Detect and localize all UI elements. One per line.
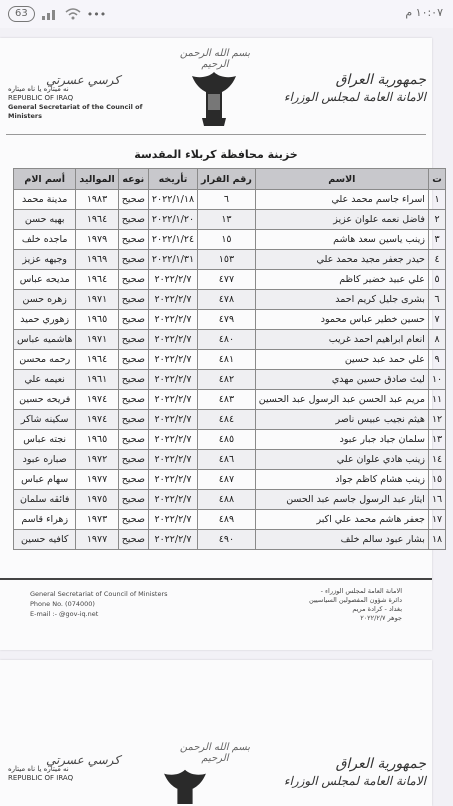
table-cell: ٢٠٢٢/٢/٧ bbox=[148, 390, 197, 410]
footer-english bbox=[30, 589, 168, 619]
header-en-line: REPUBLIC OF IRAQ bbox=[8, 94, 74, 102]
footer-en-line: E-mail :- @gov-iq.net bbox=[30, 610, 99, 618]
header-english bbox=[8, 753, 158, 783]
table-cell: ٤٧٩ bbox=[198, 310, 256, 330]
table-cell: ٢٠٢٢/١/١٨ bbox=[148, 190, 197, 210]
table-cell: ٧ bbox=[428, 310, 445, 330]
table-cell: ٤٨٣ bbox=[198, 390, 256, 410]
table-cell: زهره حسن bbox=[14, 290, 76, 310]
table-cell: فريحه حسين bbox=[14, 390, 76, 410]
table-cell: صحيح bbox=[118, 390, 148, 410]
table-row bbox=[14, 490, 446, 510]
table-cell: ٢٠٢٢/٢/٧ bbox=[148, 270, 197, 290]
table-cell: مديحه عباس bbox=[14, 270, 76, 290]
iraq-eagle-emblem-icon bbox=[188, 68, 240, 130]
more-icon: ••• bbox=[86, 7, 107, 21]
basmala: بسم الله الرحمن الرحيم bbox=[179, 48, 251, 70]
table-cell: ٢٠٢٢/٢/٧ bbox=[148, 490, 197, 510]
table-cell: زهوري حميد bbox=[14, 310, 76, 330]
table-cell: ١٨ bbox=[428, 530, 445, 550]
header-kurdish-script: كرسي عسرتي bbox=[45, 73, 121, 87]
table-cell: اسراء جاسم محمد علي bbox=[255, 190, 428, 210]
table-cell: ١٥ bbox=[428, 470, 445, 490]
table-cell: صحيح bbox=[118, 530, 148, 550]
table-cell: ٤٨٧ bbox=[198, 470, 256, 490]
table-cell: ٤٨١ bbox=[198, 350, 256, 370]
table-body bbox=[14, 190, 446, 550]
table-cell: ١٩٧٤ bbox=[76, 390, 118, 410]
table-cell: ٤٨٩ bbox=[198, 510, 256, 530]
table-cell: علي عبيد خضير كاظم bbox=[255, 270, 428, 290]
table-cell: صحيح bbox=[118, 210, 148, 230]
table-row bbox=[14, 350, 446, 370]
table-cell: ٥ bbox=[428, 270, 445, 290]
table-cell: ٢٠٢٢/٢/٧ bbox=[148, 370, 197, 390]
table-cell: زينب ياسين سعد هاشم bbox=[255, 230, 428, 250]
header-en-line: REPUBLIC OF IRAQ bbox=[8, 774, 74, 782]
table-row bbox=[14, 290, 446, 310]
table-cell: ٤٨٠ bbox=[198, 330, 256, 350]
table-cell: ١٩٧٢ bbox=[76, 450, 118, 470]
table-cell: صحيح bbox=[118, 250, 148, 270]
column-header: تأريخه bbox=[148, 169, 197, 190]
basmala: بسم الله الرحمن الرحيم bbox=[179, 742, 251, 764]
table-cell: صحيح bbox=[118, 230, 148, 250]
signal-icon bbox=[41, 8, 59, 20]
table-cell: صحيح bbox=[118, 450, 148, 470]
table-cell: ٦ bbox=[428, 290, 445, 310]
table-cell: صحيح bbox=[118, 270, 148, 290]
table-cell: ايثار عبد الرسول جاسم عبد الحسن bbox=[255, 490, 428, 510]
document-page-2 bbox=[0, 660, 432, 806]
table-cell: ٣ bbox=[428, 230, 445, 250]
table-cell: هاشميه عباس bbox=[14, 330, 76, 350]
table-cell: ٢٠٢٢/٢/٧ bbox=[148, 350, 197, 370]
table-cell: ٢٠٢٢/٢/٧ bbox=[148, 510, 197, 530]
table-cell: بهيه حسن bbox=[14, 210, 76, 230]
table-cell: علي حمد عبد حسين bbox=[255, 350, 428, 370]
column-header: رقم القرار bbox=[198, 169, 256, 190]
table-cell: سلمان جياد جبار عبود bbox=[255, 430, 428, 450]
table-cell: ١٩٦٤ bbox=[76, 270, 118, 290]
table-cell: ١٣ bbox=[198, 210, 256, 230]
table-row bbox=[14, 510, 446, 530]
table-cell: بشرى جليل كريم احمد bbox=[255, 290, 428, 310]
table-cell: ماجده خلف bbox=[14, 230, 76, 250]
table-header-row bbox=[14, 169, 446, 190]
header-arabic bbox=[276, 72, 426, 104]
table-cell: ١٣ bbox=[428, 430, 445, 450]
table-cell: نعيمه علي bbox=[14, 370, 76, 390]
header-ar-line: الامانة العامة لمجلس الوزراء bbox=[283, 774, 426, 788]
table-cell: صحيح bbox=[118, 490, 148, 510]
table-cell: وجيهه عزيز bbox=[14, 250, 76, 270]
table-cell: ٤٧٧ bbox=[198, 270, 256, 290]
table-cell: ١٥٣ bbox=[198, 250, 256, 270]
table-cell: ٤٧٨ bbox=[198, 290, 256, 310]
table-cell: ١٩٧٣ bbox=[76, 510, 118, 530]
table-cell: ٤٩٠ bbox=[198, 530, 256, 550]
table-cell: حيدر جعفر مجيد محمد علي bbox=[255, 250, 428, 270]
header-arabic bbox=[276, 756, 426, 788]
table-row bbox=[14, 470, 446, 490]
table-cell: ٢٠٢٢/١/٢٠ bbox=[148, 210, 197, 230]
table-row bbox=[14, 410, 446, 430]
header-en-line: نه ميتاره يا ناه ميتاره bbox=[8, 765, 69, 773]
header-english bbox=[8, 73, 158, 121]
table-row bbox=[14, 370, 446, 390]
wifi-icon bbox=[65, 8, 81, 20]
table-cell: ٤٨٦ bbox=[198, 450, 256, 470]
table-cell: زهراء قاسم bbox=[14, 510, 76, 530]
table-row bbox=[14, 210, 446, 230]
table-cell: صحيح bbox=[118, 370, 148, 390]
table-cell: ١٩٧٥ bbox=[76, 490, 118, 510]
table-cell: ١٩٧٧ bbox=[76, 470, 118, 490]
document-title: خزينة محافظة كربلاء المقدسة bbox=[134, 148, 298, 161]
table-cell: صحيح bbox=[118, 430, 148, 450]
footer-ar-line: بغداد - كرادة مريم bbox=[352, 605, 402, 613]
table-row bbox=[14, 310, 446, 330]
table-cell: ٢٠٢٢/٢/٧ bbox=[148, 430, 197, 450]
footer-en-line: Phone No. (074000) bbox=[30, 600, 95, 608]
table-row bbox=[14, 250, 446, 270]
table-cell: صحيح bbox=[118, 410, 148, 430]
table-cell: ٤ bbox=[428, 250, 445, 270]
table-cell: ١٧ bbox=[428, 510, 445, 530]
table-cell: ليث صادق حسين مهدي bbox=[255, 370, 428, 390]
table-cell: ١٩٧١ bbox=[76, 290, 118, 310]
table-cell: هيثم نجيب عبيس ناصر bbox=[255, 410, 428, 430]
footer-divider bbox=[0, 578, 432, 580]
table-row bbox=[14, 330, 446, 350]
table-cell: ٢٠٢٢/٢/٧ bbox=[148, 410, 197, 430]
header-ar-line: الامانة العامة لمجلس الوزراء bbox=[283, 90, 426, 104]
table-cell: كافيه حسين bbox=[14, 530, 76, 550]
table-cell: صحيح bbox=[118, 310, 148, 330]
table-row bbox=[14, 270, 446, 290]
table-cell: ١١ bbox=[428, 390, 445, 410]
table-cell: ٢٠٢٢/٢/٧ bbox=[148, 450, 197, 470]
document-header bbox=[0, 38, 432, 130]
table-cell: ٤٨٥ bbox=[198, 430, 256, 450]
table-cell: ١٩٧٧ bbox=[76, 530, 118, 550]
status-bar bbox=[0, 0, 453, 28]
table-cell: ١٦ bbox=[428, 490, 445, 510]
table-row bbox=[14, 190, 446, 210]
iraq-eagle-emblem-icon bbox=[160, 766, 210, 804]
status-left bbox=[8, 6, 106, 22]
table-cell: ٢٠٢٢/١/٣١ bbox=[148, 250, 197, 270]
header-divider bbox=[6, 134, 426, 135]
table-cell: ٢٠٢٢/٢/٧ bbox=[148, 290, 197, 310]
table-cell: ٢ bbox=[428, 210, 445, 230]
table-cell: ٤٨٢ bbox=[198, 370, 256, 390]
table-cell: ١٩٧١ bbox=[76, 330, 118, 350]
table-cell: ٤٨٨ bbox=[198, 490, 256, 510]
table-row bbox=[14, 230, 446, 250]
table-row bbox=[14, 450, 446, 470]
header-en-line: نه ميتاره يا ناه ميتاره bbox=[8, 85, 69, 93]
table-cell: ٢٠٢٢/٢/٧ bbox=[148, 330, 197, 350]
header-en-line: General Secretariat of the Council of Ministers bbox=[8, 103, 143, 120]
column-header: ت bbox=[428, 169, 445, 190]
table-cell: ١٠ bbox=[428, 370, 445, 390]
table-row bbox=[14, 530, 446, 550]
footer-ar-line: الامانة العامة لمجلس الوزراء - bbox=[320, 587, 402, 595]
table-cell: صحيح bbox=[118, 470, 148, 490]
table-cell: ٢٠٢٢/٢/٧ bbox=[148, 530, 197, 550]
table-cell: ١٩٦٥ bbox=[76, 310, 118, 330]
table-cell: زينب هشام كاظم جواد bbox=[255, 470, 428, 490]
table-cell: صحيح bbox=[118, 290, 148, 310]
table-cell: ٢٠٢٢/١/٢٤ bbox=[148, 230, 197, 250]
table-cell: انعام ابراهيم احمد غريب bbox=[255, 330, 428, 350]
table-cell: حسين خطير عباس محمود bbox=[255, 310, 428, 330]
table-cell: ٩ bbox=[428, 350, 445, 370]
table-cell: صحيح bbox=[118, 510, 148, 530]
table-cell: ١٩٧٩ bbox=[76, 230, 118, 250]
table-cell: ١٩٨٣ bbox=[76, 190, 118, 210]
table-cell: ٦ bbox=[198, 190, 256, 210]
table-cell: ١٩٧٤ bbox=[76, 410, 118, 430]
table-cell: ١٤ bbox=[428, 450, 445, 470]
footer-en-line: General Secretariat of Council of Ministers bbox=[30, 590, 168, 598]
table-cell: مريم عبد الحسن عبد الرسول عبد الحسين bbox=[255, 390, 428, 410]
table-cell: ١٩٦٥ bbox=[76, 430, 118, 450]
table-row bbox=[14, 390, 446, 410]
table-cell: زينب هادي علوان علي bbox=[255, 450, 428, 470]
table-cell: صحيح bbox=[118, 190, 148, 210]
table-cell: سكينه شاكر bbox=[14, 410, 76, 430]
table-cell: فاضل نعمه علوان عزيز bbox=[255, 210, 428, 230]
column-header: المواليد bbox=[76, 169, 118, 190]
table-cell: سهام عباس bbox=[14, 470, 76, 490]
table-cell: صحيح bbox=[118, 330, 148, 350]
footer-arabic bbox=[272, 587, 402, 623]
footer-ar-line: جوهر ٢٠٢٢/٢/٧ bbox=[360, 614, 402, 622]
header-ar-line: جمهورية العراق bbox=[335, 72, 426, 88]
table-cell: ١٥ bbox=[198, 230, 256, 250]
header-ar-line: جمهورية العراق bbox=[335, 756, 426, 772]
table-cell: ٤٨٤ bbox=[198, 410, 256, 430]
table-cell: رحمه محسن bbox=[14, 350, 76, 370]
table-cell: صحيح bbox=[118, 350, 148, 370]
table-cell: ١٢ bbox=[428, 410, 445, 430]
table-row bbox=[14, 430, 446, 450]
column-header: الاسم bbox=[255, 169, 428, 190]
table-cell: ١٩٦٤ bbox=[76, 350, 118, 370]
battery-indicator: 63 bbox=[8, 6, 35, 22]
table-cell: ١٩٦٩ bbox=[76, 250, 118, 270]
footer-ar-line: دائرة شؤون المفصولين السياسيين bbox=[309, 596, 402, 604]
table-cell: جعفر هاشم محمد علي اكبر bbox=[255, 510, 428, 530]
table-cell: فائقه سلمان bbox=[14, 490, 76, 510]
document-page bbox=[0, 38, 443, 650]
table-cell: نجته عباس bbox=[14, 430, 76, 450]
table-cell: ٢٠٢٢/٢/٧ bbox=[148, 310, 197, 330]
table-cell: بشار عبود سالم خلف bbox=[255, 530, 428, 550]
column-header: نوعه bbox=[118, 169, 148, 190]
names-table bbox=[13, 168, 446, 550]
table-cell: صباره عبود bbox=[14, 450, 76, 470]
table-cell: ٨ bbox=[428, 330, 445, 350]
table-cell: ١٩٦٤ bbox=[76, 210, 118, 230]
column-header: أسم الام bbox=[14, 169, 76, 190]
table-cell: ٢٠٢٢/٢/٧ bbox=[148, 470, 197, 490]
table-cell: مدينة محمد bbox=[14, 190, 76, 210]
header-kurdish-script: كرسي عسرتي bbox=[45, 753, 121, 767]
table-cell: ١ bbox=[428, 190, 445, 210]
clock: ١٠:٠٧ م bbox=[405, 6, 443, 19]
table-cell: ١٩٦١ bbox=[76, 370, 118, 390]
